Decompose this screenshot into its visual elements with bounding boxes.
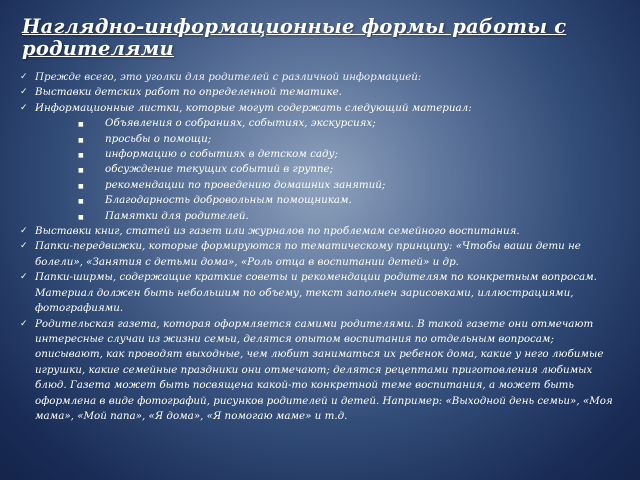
list-item (20, 101, 620, 116)
sub-bullet-icon: ■ (78, 213, 84, 221)
list-item-text: Папки-ширмы, содержащие краткие советы и рекомендации родителям по конкретным вопросам. Материал должен быть небольшим по объему, текст заполнен зарисовками, иллюстрациями, фотографиями. (35, 271, 597, 315)
sub-list-item-text: информацию о событиях в детском саду; (105, 148, 338, 161)
bullet-list-continued (20, 224, 620, 424)
list-item (20, 224, 620, 239)
list-item-text: Прежде всего, это уголки для родителей с различной информацией: (35, 71, 422, 83)
sub-list-item (78, 147, 620, 162)
list-item (20, 70, 620, 85)
sub-list-item-text: Благодарность добровольным помощникам. (105, 194, 352, 207)
list-item (20, 85, 620, 100)
sub-list-item-text: рекомендации по проведению домашних занятий; (105, 178, 386, 191)
list-item-text: Выставки детских работ по определенной тематике. (35, 86, 342, 99)
sub-bullet-icon: ■ (78, 167, 84, 175)
slide-title: Наглядно-информационные формы работы с родителями (22, 15, 567, 60)
sub-bullet-icon: ■ (78, 198, 84, 206)
sub-list-item (78, 116, 620, 131)
sub-list-item (78, 209, 620, 224)
list-item (20, 317, 620, 425)
list-item-text: Родительская газета, которая оформляется самими родителями. В такой газете они отмечают интересные случаи из жизни семьи, делятся опытом воспитания по отдельным вопросам; описывают, как проводят выходные, чем любит заниматься их ребенок дома, какие у него любимые игрушки, какие семейные праздники они отмечают; делятся рецептами приготовления любимых блюд. Газета может быть посвящена какой-то конкретной теме воспитания, а может быть оформлена в виде фотографий, рисунков родителей и детей. Например: «Выходной день семьи», «Моя мама», «Мой папа», «Я дома», «Я помогаю маме» и т.д. (35, 317, 613, 422)
bullet-icon: ✓ (20, 72, 28, 82)
sub-list-item-text: Памятки для родителей. (105, 209, 249, 222)
bullet-icon: ✓ (20, 318, 28, 329)
sub-bullet-icon: ■ (78, 121, 84, 129)
list-item-text: Папки-передвижки, которые формируются по тематическому принципу: «Чтобы ваши дети не болели», «Занятия с детьми дома», «Роль отца в воспитании детей» и др. (35, 240, 581, 268)
sub-list-item-text: обсуждение текущих событий в группе; (105, 163, 334, 176)
sub-bullet-icon: ■ (78, 136, 84, 144)
bullet-icon: ✓ (20, 241, 28, 252)
list-item-text: Выставки книг, статей из газет или журналов по проблемам семейного воспитания. (35, 225, 520, 238)
sub-list-item-text: Объявления о собраниях, событиях, экскурсиях; (105, 117, 376, 130)
bullet-icon: ✓ (20, 87, 28, 98)
list-item (20, 270, 620, 316)
bullet-list (20, 70, 620, 116)
sub-list-item (78, 162, 620, 177)
sub-list-item-text: просьбы о помощи; (105, 132, 212, 145)
list-item (20, 239, 620, 270)
sub-list-item (78, 178, 620, 193)
slide-content (20, 70, 620, 424)
bullet-icon: ✓ (20, 102, 28, 113)
sub-list-item (78, 132, 620, 147)
list-item-text: Информационные листки, которые могут содержать следующий материал: (35, 101, 472, 114)
bullet-icon: ✓ (20, 272, 28, 283)
sub-bullet-icon: ■ (78, 152, 84, 160)
bullet-icon: ✓ (20, 226, 28, 237)
sub-bullet-icon: ■ (78, 182, 84, 190)
sub-list-item (78, 193, 620, 208)
sub-bullet-list (20, 116, 620, 224)
